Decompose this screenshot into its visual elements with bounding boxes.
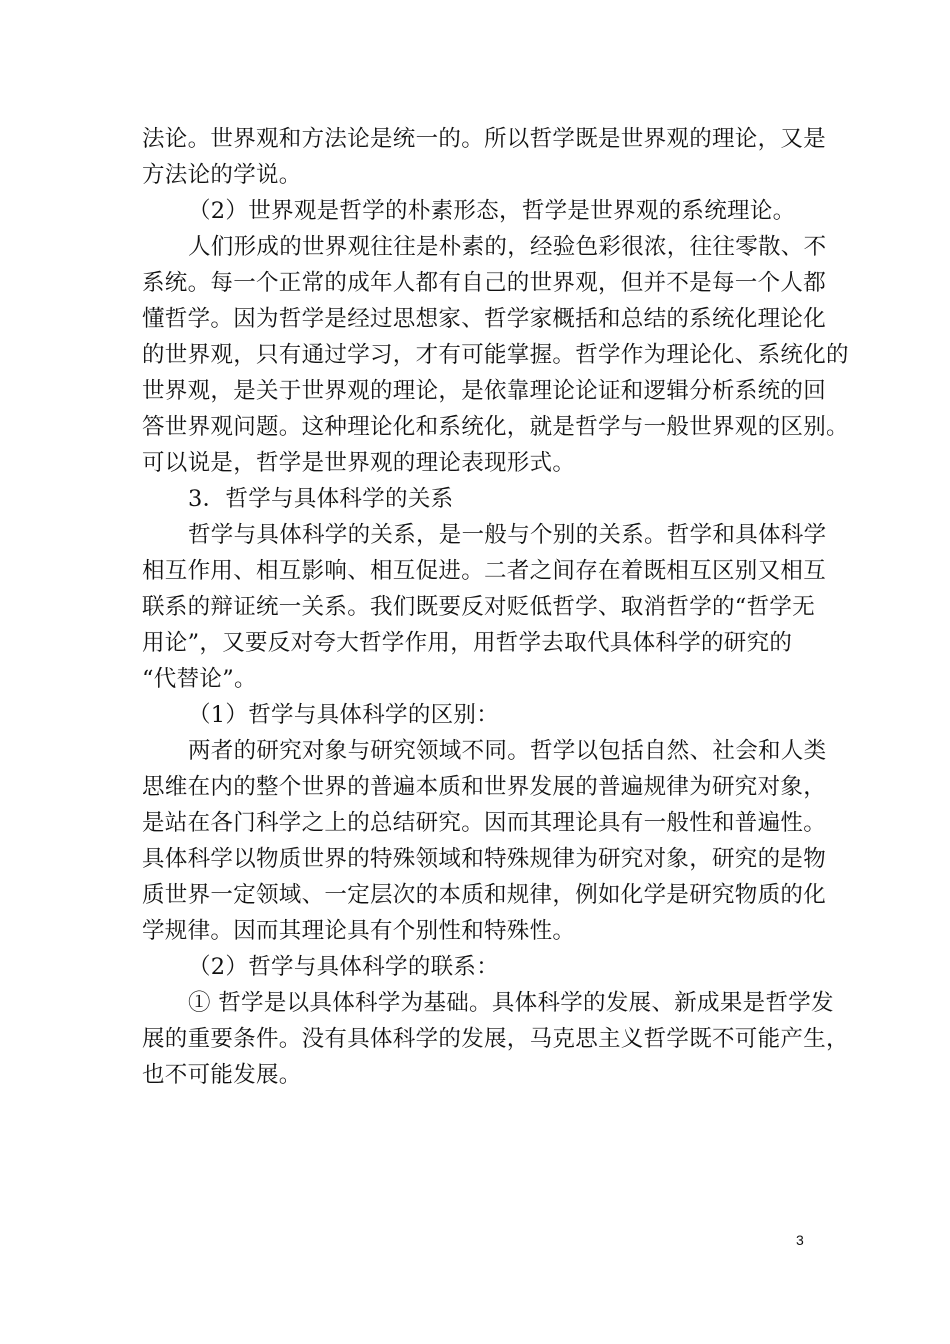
text-line: “代替论”。	[142, 666, 257, 692]
text-line: 懂哲学。因为哲学是经过思想家、哲学家概括和总结的系统化理论化	[142, 306, 827, 332]
text-line: 人们形成的世界观往往是朴素的，经验色彩很浓，往往零散、不	[188, 234, 827, 260]
section-heading: 3．哲学与具体科学的关系	[188, 486, 454, 512]
page-number: 3	[796, 1232, 804, 1248]
subheading-line: （2）哲学与具体科学的联系：	[188, 954, 500, 980]
text-line: ① 哲学是以具体科学为基础。具体科学的发展、新成果是哲学发	[188, 990, 834, 1016]
text-line: 是站在各门科学之上的总结研究。因而其理论具有一般性和普遍性。	[142, 810, 827, 836]
subheading-line: （1）哲学与具体科学的区别：	[188, 702, 500, 728]
text-line: 具体科学以物质世界的特殊领域和特殊规律为研究对象，研究的是物	[142, 846, 827, 872]
text-line: 也不可能发展。	[142, 1062, 302, 1088]
document-body	[142, 121, 849, 1093]
text-line: 法论。世界观和方法论是统一的。所以哲学既是世界观的理论，又是	[142, 126, 827, 152]
text-line: 的世界观，只有通过学习，才有可能掌握。哲学作为理论化、系统化的	[142, 342, 849, 368]
text-line: 两者的研究对象与研究领域不同。哲学以包括自然、社会和人类	[188, 738, 827, 764]
text-line: 哲学与具体科学的关系，是一般与个别的关系。哲学和具体科学	[188, 522, 827, 548]
text-line: 方法论的学说。	[142, 162, 302, 188]
text-line: 展的重要条件。没有具体科学的发展，马克思主义哲学既不可能产生，	[142, 1026, 849, 1052]
text-line: 质世界一定领域、一定层次的本质和规律，例如化学是研究物质的化	[142, 882, 827, 908]
text-line: 用论”，又要反对夸大哲学作用，用哲学去取代具体科学的研究的	[142, 630, 793, 656]
text-line: 世界观，是关于世界观的理论，是依靠理论论证和逻辑分析系统的回	[142, 378, 827, 404]
text-line: 可以说是，哲学是世界观的理论表现形式。	[142, 450, 576, 476]
text-line: 联系的辩证统一关系。我们既要反对贬低哲学、取消哲学的“哲学无	[142, 594, 816, 620]
text-line: 系统。每一个正常的成年人都有自己的世界观，但并不是每一个人都	[142, 270, 827, 296]
text-line: 思维在内的整个世界的普遍本质和世界发展的普遍规律为研究对象，	[142, 774, 827, 800]
text-line: 学规律。因而其理论具有个别性和特殊性。	[142, 918, 576, 944]
text-line: 答世界观问题。这种理论化和系统化，就是哲学与一般世界观的区别。	[142, 414, 849, 440]
subheading-line: （2）世界观是哲学的朴素形态，哲学是世界观的系统理论。	[188, 198, 796, 224]
text-line: 相互作用、相互影响、相互促进。二者之间存在着既相互区别又相互	[142, 558, 827, 584]
